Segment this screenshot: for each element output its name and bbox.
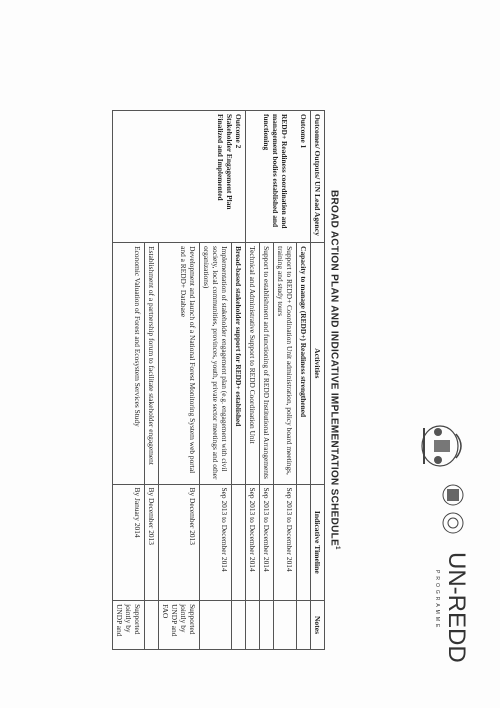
notes-cell: Supported jointly by UNDP and: [113, 601, 145, 650]
activity-cell: Economic Valuation of Forest and Ecosystem Services Study: [113, 243, 145, 484]
notes-cell: Supported jointly by UNDP and FAO: [159, 601, 200, 650]
activity-heading: Capacity to manage (REDD+) Readiness strengthened: [297, 243, 311, 484]
timeline-cell: Sep 2013 to December 2014: [260, 484, 274, 601]
page-title: [329, 190, 340, 550]
notes-cell: [145, 601, 159, 650]
timeline-cell: By December 2013: [159, 484, 200, 601]
fao-logo-icon: [442, 484, 464, 506]
notes-cell: [200, 601, 232, 650]
column-header: Indicative Timeline: [311, 484, 325, 601]
column-header: Outcomes/ Outputs/ UN Lead Agency: [311, 111, 325, 243]
outcome-cell: [246, 111, 311, 243]
action-plan-table: [112, 110, 325, 650]
header-logos: [390, 420, 470, 680]
activity-cell: Implementation of stakeholder engagement plan (e.g. engagement with civil society, local communities, provinces, youth, private sector meetings and other organizations): [200, 243, 232, 484]
outcome-cell: [113, 111, 246, 243]
table-row: [297, 111, 311, 650]
timeline-cell: By January 2014: [113, 484, 145, 601]
activity-cell: Support to establishment and functioning of REDD Institutional Arrangements: [260, 243, 274, 484]
coat-of-arms-icon: [416, 420, 468, 472]
outcome-output: REDD+ Readiness coordination and management bodies established and functioning: [262, 114, 289, 229]
title-text: BROAD ACTION PLAN AND INDICATIVE IMPLEMENTATION SCHEDULE: [328, 190, 340, 547]
activity-cell: Establishment of a partnership forum to facilitate stakeholder engagement: [145, 243, 159, 484]
outcome-label: Outcome 1: [299, 114, 308, 149]
programme-subtitle: PROGRAMME: [434, 570, 440, 631]
outcome-output: Stakeholder Engagement Plan Finalized and Implemented: [216, 114, 234, 210]
timeline-cell: By December 2013: [145, 484, 159, 601]
column-header: Activities: [311, 243, 325, 484]
timeline-cell: Sep 2013 to December 2014: [274, 484, 297, 601]
undp-logo-icon: [442, 512, 464, 534]
title-footnote: 1: [334, 546, 340, 550]
programme-name: UN-REDD: [443, 552, 470, 663]
activity-cell: Development and launch of a National Forest Monitoring System web portal and a REDD+ Database: [159, 243, 200, 484]
table-row: [232, 111, 246, 650]
activity-cell: Technical and Administrative Support to REDD Coordination Unit: [246, 243, 260, 484]
activity-cell: Support to REDD+ Coordination Unit administration, policy board meetings, training and study tours: [274, 243, 297, 484]
table-header-row: [311, 111, 325, 650]
timeline-cell: Sep 2013 to December 2014: [246, 484, 260, 601]
timeline-cell: Sep 2013 to December 2014: [200, 484, 232, 601]
outcome-label: Outcome 2: [234, 114, 243, 149]
activity-heading: Broad-based stakeholder support for REDD+ established: [232, 243, 246, 484]
column-header: Notes: [311, 601, 325, 650]
